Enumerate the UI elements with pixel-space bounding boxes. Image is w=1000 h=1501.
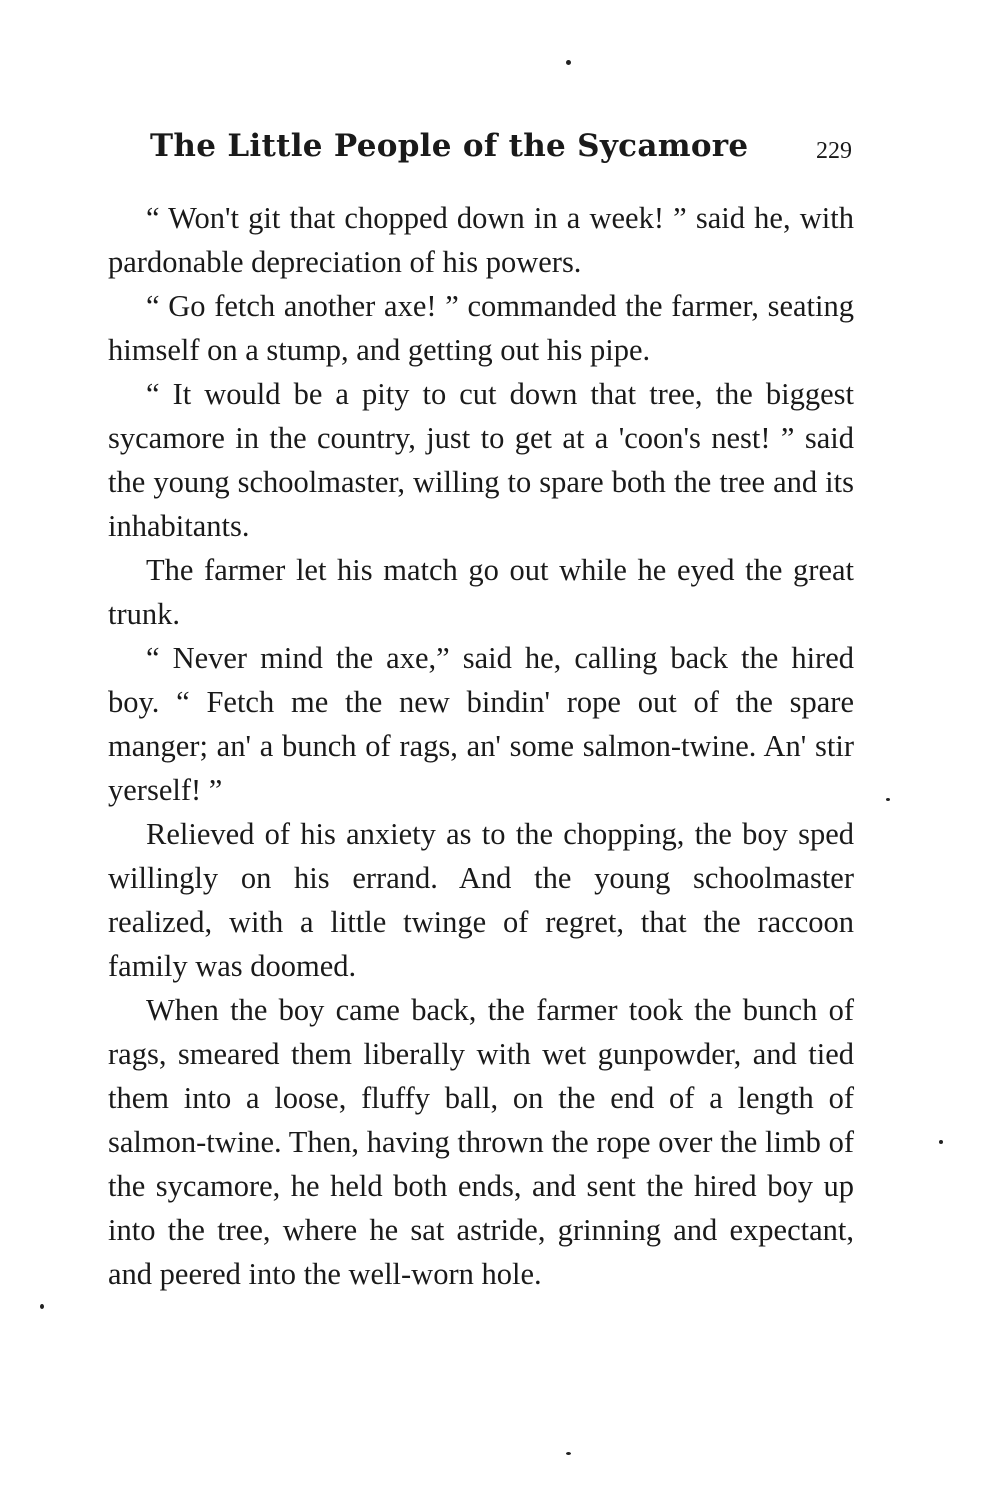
paragraph: “ Never mind the axe,” said he, calling back the hired boy. “ Fetch me the new bindin' rope out of the spare manger; an' a bunch of rags, an' some salmon-twine. An' stir yerself! ” [108, 641, 854, 807]
paragraph: “ Won't git that chopped down in a week! ” said he, with pardonable depreciation of his powers. [108, 201, 854, 279]
running-head [150, 128, 860, 176]
ink-speck-right-1 [886, 798, 890, 801]
ink-speck-right-2 [939, 1140, 943, 1144]
ink-speck-left [40, 1304, 44, 1309]
running-title: The Little People of the Sycamore [150, 128, 749, 164]
paragraph: When the boy came back, the farmer took the bunch of rags, smeared them liberally with wet gunpowder, and tied them into a loose, fluffy ball, on the end of a length of salmon-twine. Then, having thrown the rope over the limb of the sycamore, he held both ends, and sent the hired boy up into the tree, where he sat astride, grinning and expectant, and peered into the well-worn hole. [108, 993, 854, 1291]
body-text [108, 196, 854, 1296]
ink-speck-bottom [566, 1452, 571, 1455]
paragraph: The farmer let his match go out while he eyed the great trunk. [108, 553, 854, 631]
page-number: 229 [816, 138, 852, 164]
paragraph: “ Go fetch another axe! ” commanded the farmer, seating himself on a stump, and getting out his pipe. [108, 289, 854, 367]
ink-speck-top [566, 60, 571, 65]
paragraph: Relieved of his anxiety as to the chopping, the boy sped willingly on his errand. And the young schoolmaster realized, with a little twinge of regret, that the raccoon family was doomed. [108, 817, 854, 983]
paragraph: “ It would be a pity to cut down that tree, the biggest sycamore in the country, just to get at a 'coon's nest! ” said the young schoolmaster, willing to spare both the tree and its inhabitants. [108, 377, 854, 543]
